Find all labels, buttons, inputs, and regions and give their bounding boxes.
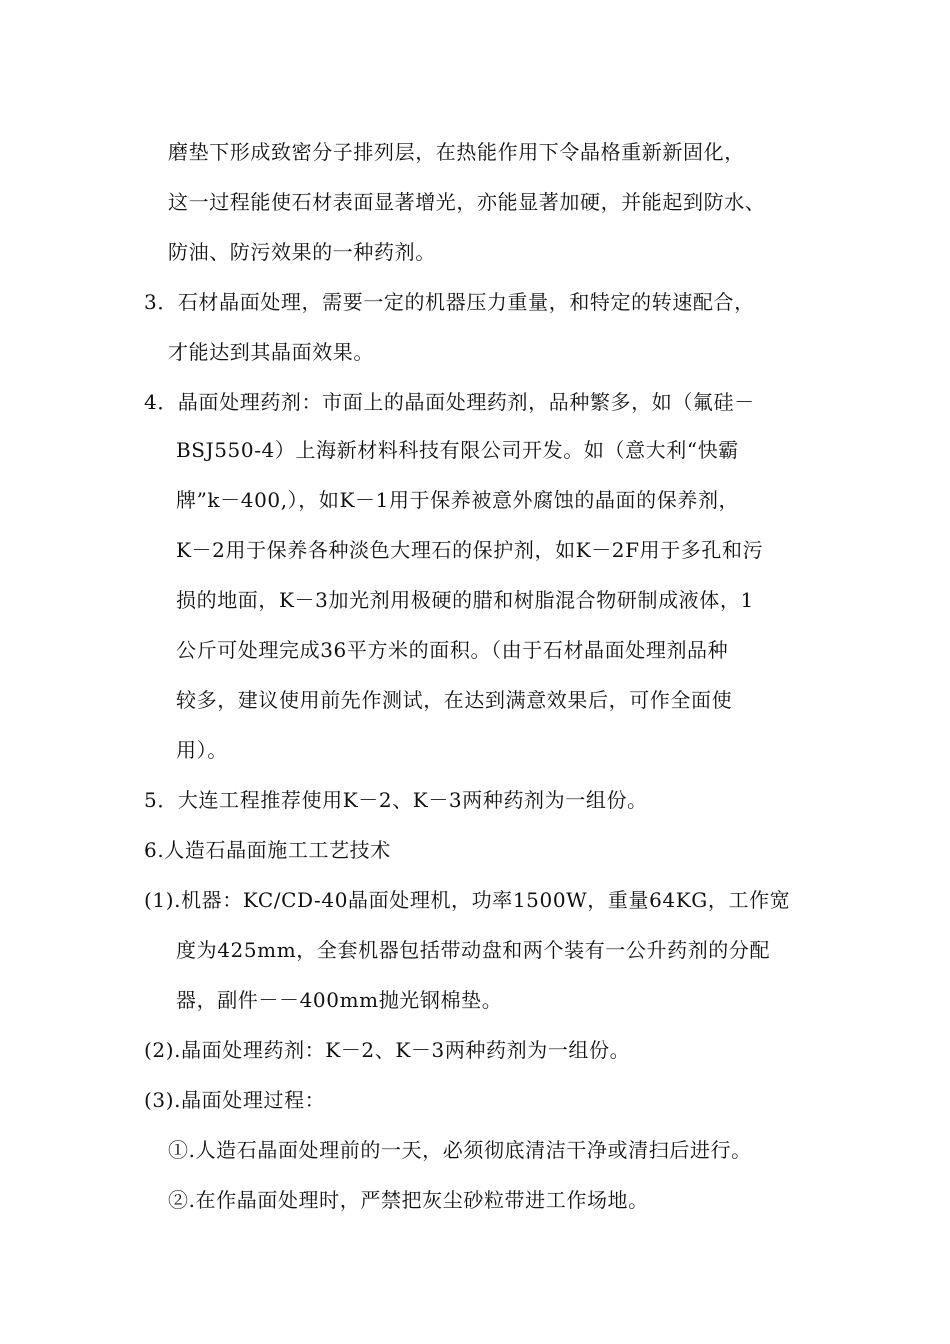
text-line: 这一过程能使石材表面显著增光，亦能显著加硬，并能起到防水、 [168, 190, 766, 214]
list-item-3: 3．石材晶面处理，需要一定的机器压力重量，和特定的转速配合， [144, 290, 755, 314]
step-item-2: ②.在作晶面处理时，严禁把灰尘砂粒带进工作场地。 [168, 1188, 649, 1212]
text-line: 公斤可处理完成36平方米的面积。（由于石材晶面处理剂品种 [176, 638, 729, 662]
text-line: 磨垫下形成致密分子排列层，在热能作用下令晶格重新新固化， [168, 140, 745, 164]
sub-item-3: (3).晶面处理过程： [144, 1088, 326, 1112]
list-item-5: 5．大连工程推荐使用K－2、K－3两种药剂为一组份。 [144, 788, 648, 812]
text-line: 才能达到其晶面效果。 [168, 340, 374, 364]
text-line: BSJ550-4）上海新材料科技有限公司开发。如（意大利“快霸 [176, 438, 739, 462]
list-item-4: 4．晶面处理药剂：市面上的晶面处理药剂，品种繁多，如（氟硅－ [144, 390, 755, 414]
section-heading: 6.人造石晶面施工工艺技术 [144, 838, 391, 862]
text-line: 损的地面，K－3加光剂用极硬的腊和树脂混合物研制成液体，1 [176, 588, 754, 612]
text-line: 较多，建议使用前先作测试，在达到满意效果后，可作全面使 [176, 688, 733, 712]
step-item-1: ①.人造石晶面处理前的一天，必须彻底清洁干净或清扫后进行。 [168, 1138, 752, 1162]
text-line: 用）。 [176, 738, 228, 762]
text-line: K－2用于保养各种淡色大理石的保护剂，如K－2F用于多孔和污 [176, 538, 764, 562]
sub-item-2: (2).晶面处理药剂：K－2、K－3两种药剂为一组份。 [144, 1038, 631, 1062]
sub-item-1: (1).机器：KC/CD-40晶面处理机，功率1500W，重量64KG，工作宽 [144, 888, 791, 912]
text-line: 牌”k－400,），如K－1用于保养被意外腐蚀的晶面的保养剂， [176, 488, 740, 512]
text-line: 防油、防污效果的一种药剂。 [168, 240, 436, 264]
text-line: 度为425mm，全套机器包括带动盘和两个装有一公升药剂的分配 [176, 938, 771, 962]
text-line: 器，副件－－400mm抛光钢棉垫。 [176, 988, 503, 1012]
